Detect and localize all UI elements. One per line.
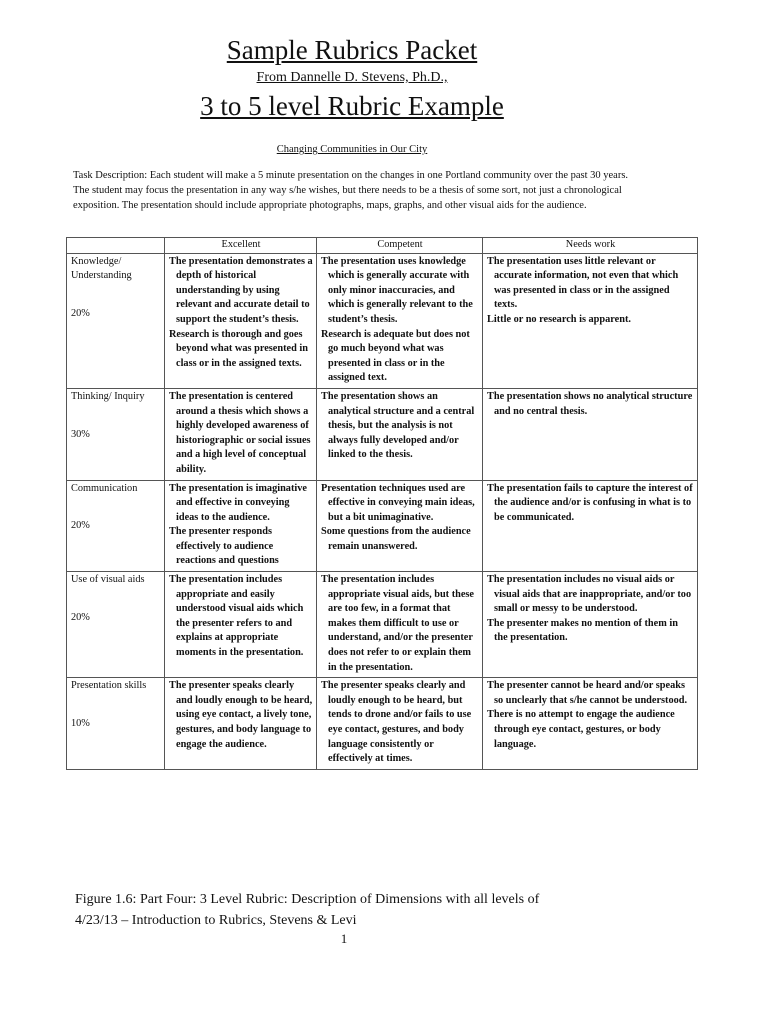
dimension-name: Use of visual aids bbox=[71, 574, 145, 586]
dimension-weight: 20% bbox=[71, 307, 90, 319]
dimension-cell bbox=[67, 388, 165, 480]
criterion-text: The presenter speaks clearly and loudly enough to be heard, but tends to drone and/or fails to use eye contact, gestures, and body language consistently or effectively at times. bbox=[321, 680, 472, 765]
dimension-weight: 30% bbox=[71, 428, 90, 440]
dimension-cell bbox=[67, 572, 165, 678]
cell-competent bbox=[317, 480, 483, 572]
criterion-text: There is no attempt to engage the audience through eye contact, gestures, or body language. bbox=[487, 709, 675, 750]
dimension-name: Communication bbox=[71, 482, 138, 494]
criterion-text: The presenter cannot be heard and/or speaks so unclearly that s/he cannot be understood. bbox=[487, 680, 688, 706]
header-cell-competent: Competent bbox=[317, 238, 483, 254]
cell-excellent bbox=[165, 388, 317, 480]
criterion-text: Research is adequate but does not go much beyond what was presented in class or in the assigned text. bbox=[321, 328, 470, 384]
cell-needs-work bbox=[483, 572, 698, 678]
dimension-cell bbox=[67, 678, 165, 770]
criterion-text: Little or no research is apparent. bbox=[487, 313, 631, 325]
dimension-name: Presentation skills bbox=[71, 680, 147, 692]
criterion-text: The presentation includes appropriate visual aids, but these are too few, in a format that makes them difficult to use or understand, and/or the presenter does not refer to or explain them in the presentation. bbox=[321, 574, 474, 673]
rubric-table bbox=[66, 237, 698, 770]
header-cell-dimension bbox=[67, 238, 165, 254]
dimension-cell bbox=[67, 253, 165, 388]
cell-competent bbox=[317, 388, 483, 480]
topic-heading: Changing Communities in Our City bbox=[276, 144, 428, 155]
header-cell-needs-work: Needs work bbox=[483, 238, 698, 254]
page-title: Sample Rubrics Packet bbox=[226, 35, 478, 65]
author-line: From Dannelle D. Stevens, Ph.D., bbox=[256, 70, 448, 85]
criterion-text: Presentation techniques used are effective in conveying main ideas, but a bit unimaginative. bbox=[321, 482, 475, 523]
cell-excellent bbox=[165, 678, 317, 770]
dimension-name: Thinking/ Inquiry bbox=[71, 390, 145, 402]
dimension-name: Knowledge/ Understanding bbox=[71, 255, 132, 282]
criterion-text: The presentation is imaginative and effective in conveying ideas to the audience. bbox=[169, 482, 307, 523]
criterion-text: The presentation includes appropriate and easily understood visual aids which the presenter refers to and explains at appropriate moments in the presentation. bbox=[169, 574, 304, 659]
cell-competent bbox=[317, 253, 483, 388]
cell-competent bbox=[317, 572, 483, 678]
cell-needs-work bbox=[483, 253, 698, 388]
rubric-header-row bbox=[67, 238, 698, 254]
footer-line: 4/23/13 – Introduction to Rubrics, Stevens & Levi bbox=[75, 913, 357, 928]
dimension-weight: 20% bbox=[71, 520, 90, 532]
criterion-text: Research is thorough and goes beyond what was presented in class or in the assigned texts. bbox=[169, 328, 308, 369]
table-row bbox=[67, 253, 698, 388]
task-description: Task Description: Each student will make a 5 minute presentation on the changes in one Portland community over the past 30 years. The student may focus the presentation in any way s/he wishes, but there needs to be a thesis of some sort, not just a chronological exposition. The presentation should include appropriate photographs, maps, graphs, and other visual aids for the audience. bbox=[73, 170, 629, 211]
cell-excellent bbox=[165, 480, 317, 572]
rubric-body bbox=[67, 253, 698, 769]
criterion-text: The presentation uses knowledge which is generally accurate with only minor inaccuracies, and which is generally relevant to the student’s thesis. bbox=[321, 255, 473, 325]
table-row bbox=[67, 388, 698, 480]
figure-caption: Figure 1.6: Part Four: 3 Level Rubric: Description of Dimensions with all levels of bbox=[75, 892, 540, 907]
criterion-text: The presenter makes no mention of them in the presentation. bbox=[487, 617, 678, 644]
dimension-weight: 10% bbox=[71, 717, 90, 729]
table-row bbox=[67, 480, 698, 572]
criterion-text: Some questions from the audience remain unanswered. bbox=[321, 526, 471, 552]
table-row bbox=[67, 572, 698, 678]
header-cell-excellent: Excellent bbox=[165, 238, 317, 254]
dimension-weight: 20% bbox=[71, 611, 90, 623]
criterion-text: The presentation shows no analytical structure and no central thesis. bbox=[487, 390, 693, 417]
criterion-text: The presentation is centered around a thesis which shows a highly developed awareness of historiographic or social issues and a high level of conceptual ability. bbox=[169, 390, 311, 475]
criterion-text: The presentation includes no visual aids or visual aids that are inappropriate, and/or too small or messy to be understood. bbox=[487, 574, 692, 615]
criterion-text: The presenter speaks clearly and loudly enough to be heard, using eye contact, a lively tone, gestures, and body language to engage the audience. bbox=[169, 680, 313, 750]
cell-excellent bbox=[165, 253, 317, 388]
cell-excellent bbox=[165, 572, 317, 678]
cell-competent bbox=[317, 678, 483, 770]
page-number: 1 bbox=[340, 931, 348, 946]
cell-needs-work bbox=[483, 388, 698, 480]
cell-needs-work bbox=[483, 678, 698, 770]
dimension-cell bbox=[67, 480, 165, 572]
subtitle: 3 to 5 level Rubric Example bbox=[200, 91, 504, 121]
table-row bbox=[67, 678, 698, 770]
cell-needs-work bbox=[483, 480, 698, 572]
criterion-text: The presentation shows an analytical structure and a central thesis, but the analysis is not always fully developed and/or linked to the thesis. bbox=[321, 390, 475, 461]
criterion-text: The presentation uses little relevant or accurate information, not even that which was presented in class or in the assigned texts. bbox=[487, 255, 679, 311]
criterion-text: The presentation demonstrates a depth of historical understanding by using relevant and accurate detail to support the student’s thesis. bbox=[169, 255, 313, 325]
criterion-text: The presenter responds effectively to audience reactions and questions bbox=[169, 526, 279, 567]
criterion-text: The presentation fails to capture the interest of the audience and/or is confusing in what is to be communicated. bbox=[487, 482, 693, 523]
